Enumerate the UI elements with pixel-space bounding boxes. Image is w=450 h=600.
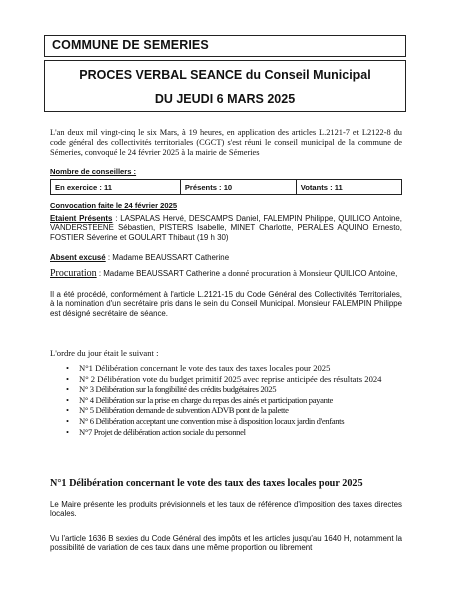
bullet-icon: • bbox=[66, 415, 69, 426]
bullet-icon: • bbox=[66, 363, 70, 373]
procuration-name: QUILICO Antoine, bbox=[334, 269, 398, 278]
bullet-icon: • bbox=[66, 394, 69, 405]
section-heading: N°1 Délibération concernant le vote des taux des taxes locales pour 2025 bbox=[50, 478, 363, 489]
counts-table bbox=[50, 179, 402, 195]
commune-name: COMMUNE DE SEMERIES bbox=[52, 38, 209, 52]
document-date: DU JEUDI 6 MARS 2025 bbox=[154, 92, 296, 106]
intro-paragraph: L'an deux mil vingt-cinq le six Mars, à 19 heures, en application des articles L.2121-7 et L2122-8 du code général des collectivités territoriales (CGCT) s'est réuni le conseil municipal de la commune de Sémeries, convoqué le 24 février 2025 à la mairie de Sémeries bbox=[50, 128, 402, 157]
procuration-suffix: a donné procuration à Monsieur bbox=[220, 268, 335, 278]
agenda-item: • N°7 Projet de délibération action sociale du personnel bbox=[66, 426, 246, 437]
present-members bbox=[50, 214, 402, 242]
agenda-item: • N° 5 Délibération demande de subvention ADVB pont de la palette bbox=[66, 405, 289, 416]
document-title-box bbox=[44, 60, 406, 112]
absent-members bbox=[50, 253, 402, 262]
document-title: PROCES VERBAL SEANCE du Conseil Municipal bbox=[79, 68, 371, 82]
absent-list: : Madame BEAUSSART Catherine bbox=[105, 253, 230, 262]
count-exercice: En exercice : 11 bbox=[51, 180, 181, 195]
agenda-item: • N° 4 Délibération sur la prise en charge du repas des ainés et participation payante bbox=[66, 394, 334, 405]
section-paragraph: Vu l'article 1636 B sexies du Code Général des impôts et les articles jusqu'au 1640 H, notamment la possibilité de variation de ces taux dans une même proportion ou librement bbox=[50, 534, 402, 553]
agenda-intro: L'ordre du jour était le suivant : bbox=[50, 348, 159, 358]
agenda-item: • N° 3 Délibération sur la fongibilité des crédits budgétaires 2025 bbox=[66, 384, 277, 395]
bullet-icon: • bbox=[66, 373, 70, 384]
commune-header bbox=[44, 35, 406, 57]
agenda-item: • N° 2 Délibération vote du budget primitif 2025 avec reprise anticipée des résultats 2024 bbox=[66, 373, 382, 384]
procuration-label: Procuration bbox=[50, 268, 97, 279]
agenda-item: • N°1 Délibération concernant le vote des taux des taxes locales pour 2025 bbox=[66, 363, 331, 373]
count-presents: Présents : 10 bbox=[180, 180, 296, 195]
procuration-text: : Madame BEAUSSART Catherine bbox=[96, 269, 221, 278]
section-paragraph: Le Maire présente les produits prévisionnels et les taux de référence d'imposition des taxes directes locales. bbox=[50, 500, 402, 519]
bullet-icon: • bbox=[66, 405, 69, 416]
secretary-paragraph: Il a été procédé, conformément à l'article L.2121-15 du Code Général des Collectivités Territoriales, à la nomination d'un secrétaire pris dans le sein du Conseil Municipal. Monsieur FALEMPIN Philippe est désigné secrétaire de séance. bbox=[50, 290, 402, 318]
presents-label: Etaient Présents bbox=[50, 214, 113, 223]
absent-label: Absent excusé bbox=[50, 253, 106, 262]
agenda-list bbox=[66, 363, 402, 437]
count-votants: Votants : 11 bbox=[296, 180, 401, 195]
convocation-date: Convocation faite le 24 février 2025 bbox=[50, 201, 178, 210]
procuration-line bbox=[50, 268, 402, 279]
counts-label: Nombre de conseillers : bbox=[50, 167, 137, 176]
bullet-icon: • bbox=[66, 426, 69, 437]
presents-list: : LASPALAS Hervé, DESCAMPS Daniel, FALEMPIN Philippe, QUILICO Antoine, VANDERSTEENE Sébastien, PISTERS Isabelle, MINET Charlotte, PERALES AQUINO Ernesto, FOSTIER Séverine et GOULART Thibaut (19 h 30) bbox=[50, 214, 402, 242]
bullet-icon: • bbox=[66, 384, 69, 395]
agenda-item: • N° 6 Délibération acceptant une convention mise à disposition locaux jardin d'enfants bbox=[66, 415, 345, 426]
